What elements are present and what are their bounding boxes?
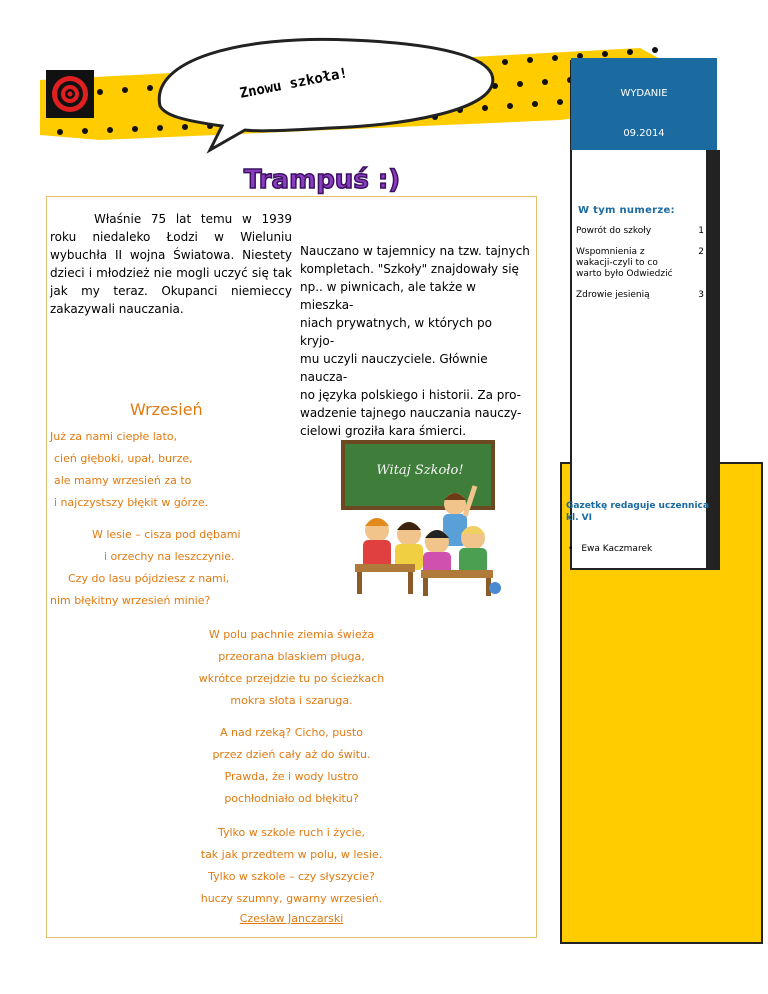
poem-line: W polu pachnie ziemia świeża (208, 628, 375, 641)
toc-item[interactable] (576, 290, 704, 301)
svg-text:Witaj Szkoło!: Witaj Szkoło! (376, 463, 464, 478)
edition-date: 09.2014 (623, 128, 665, 139)
editor-name: • Ewa Kaczmarek (568, 544, 716, 554)
article-line: niach prywatnych, w których po kryjo- (300, 316, 493, 348)
poem-line: tak jak przedtem w polu, w lesie. (200, 848, 383, 861)
poem-line: Tylko w szkole ruch i życie, (217, 826, 366, 839)
poem-line: mokra słota i szaruga. (230, 694, 353, 707)
toc-heading: W tym numerze: (578, 205, 675, 216)
article-line: Nauczano w tajemnicy na tzw. tajnych (300, 244, 530, 258)
article-line: cielowi groziła kara śmierci. (300, 424, 467, 438)
bubble-text: Znowu szkoła! (238, 65, 350, 102)
editors-list (566, 544, 716, 554)
poem-line: Tylko w szkole – czy słyszycie? (208, 870, 375, 883)
article-column-1: Właśnie 75 lat temu w 1939 roku niedaleko Łodzi w Wieluniu wybuchła II wojna Światowa. Niestety dzieci i młodzież nie mogli uczyć się tak jak my teraz. Okupanci niemieccy zakazywali nauczania. (50, 212, 292, 316)
poem-line: i najczystszy błękit w górze. (54, 496, 209, 509)
toc-item-label: Powrót do szkoły (576, 226, 652, 236)
poem-title: Wrzesień (130, 400, 203, 419)
poem-author-name: Czesław Janczarski (239, 912, 344, 925)
article-column-2 (300, 242, 530, 440)
toc-item[interactable] (576, 226, 704, 237)
poem-author (46, 912, 537, 925)
toc-item-label: Zdrowie jesienią (576, 290, 650, 300)
poem-line: przez dzień cały aż do świtu. (212, 748, 371, 761)
toc-item-page: 2 (698, 247, 704, 257)
toc-item[interactable] (576, 247, 704, 280)
poem-line: Już za nami ciepłe lato, (50, 430, 178, 443)
poem-line: W lesie – cisza pod dębami (92, 528, 241, 541)
poem-line: Prawda, że i wody lustro (224, 770, 359, 783)
article-line: wadzenie tajnego nauczania nauczy- (300, 406, 522, 420)
editors-box (566, 500, 716, 554)
poem-line: A nad rzeką? Cicho, pusto (220, 726, 363, 739)
toc-item-label: Wspomnienia z wakacji-czyli to co warto było Odwiedzić (576, 247, 673, 279)
edition-label: WYDANIE (620, 88, 668, 99)
newsletter-title (222, 158, 422, 200)
svg-text:Trampuś :): Trampuś :) (243, 165, 401, 195)
poem-line: nim błękitny wrzesień minie? (50, 594, 211, 607)
edition-box (571, 58, 717, 150)
poem-line: wkrótce przejdzie tu po ścieżkach (198, 672, 385, 685)
toc-item-page: 1 (698, 226, 704, 236)
classroom-illustration (325, 438, 505, 598)
article-line: np.. w piwnicach, ale także w mieszka- (300, 280, 476, 312)
poem-line: ale mamy wrzesień za to (54, 474, 192, 487)
poem-line: Czy do lasu pójdziesz z nami, (68, 572, 230, 585)
poem-line: i orzechy na leszczynie. (104, 550, 235, 563)
article-line: no języka polskiego i historii. Za pro- (300, 388, 521, 402)
poem-line: pochłodniało od błękitu? (224, 792, 359, 805)
article-line: mu uczyli nauczyciele. Głównie naucza- (300, 352, 488, 384)
poem-line: przeorana blaskiem pługa, (218, 650, 365, 663)
toc-item-page: 3 (698, 290, 704, 300)
poem-line: cień głęboki, upał, burze, (54, 452, 193, 465)
table-of-contents (572, 205, 708, 311)
article-line: kompletach. "Szkoły" znajdowały się (300, 262, 519, 276)
poem-line: huczy szumny, gwarny wrzesień. (200, 892, 383, 905)
editors-heading: Gazetkę redaguje uczennica kl. VI (566, 501, 709, 523)
